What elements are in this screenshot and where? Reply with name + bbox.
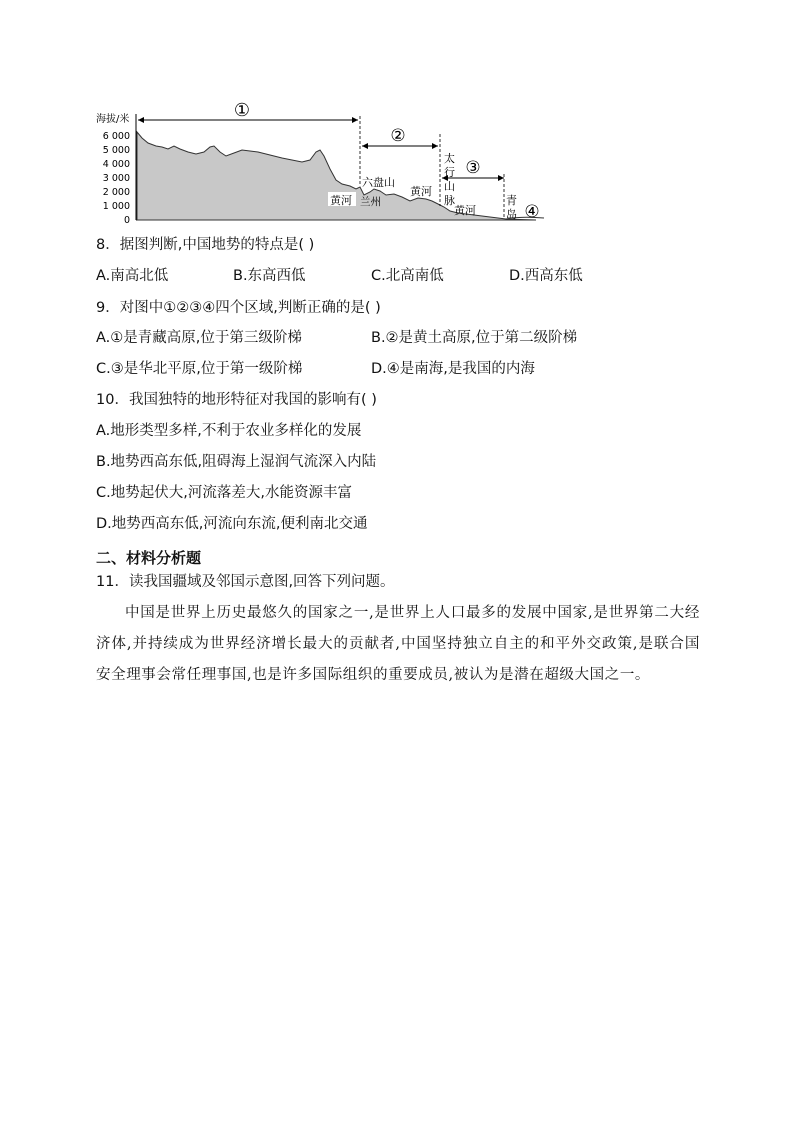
q8-option-a: A.南高北低 <box>96 268 169 284</box>
region-3-right-arrow <box>498 175 504 181</box>
yellow-river-label: 黄河 <box>454 204 476 217</box>
question-8-stem: 8．据图判断,中国地势的特点是( ) <box>96 237 315 253</box>
region-2-right-arrow <box>432 143 438 149</box>
taihang-label: 山 <box>444 180 455 193</box>
q9-option-a: A.①是青藏高原,位于第三级阶梯 <box>96 330 302 346</box>
y-tick-label: 1 000 <box>102 201 130 212</box>
material-paragraph: 中国是世界上历史最悠久的国家之一,是世界上人口最多的发展中国家,是世界第二大经济体,并持续成为世界经济增长最大的贡献者,中国坚持独立自主的和平外交政策,是联合国安全理事会常任理事国,也是许多国际组织的重要成员,被认为是潜在超级大国之一。 <box>96 605 700 683</box>
region-1-right-arrow <box>352 117 358 123</box>
q10-option-d: D.地势西高东低,河流向东流,便利南北交通 <box>96 516 368 532</box>
taihang-label: 行 <box>444 166 455 179</box>
region-4-label: ④ <box>524 202 540 222</box>
q8-option-d: D.西高东低 <box>509 268 583 284</box>
lanzhou-label: 兰州 <box>360 196 381 208</box>
y-tick-label: 2 000 <box>102 187 130 198</box>
q9-option-d: D.④是南海,是我国的内海 <box>371 361 535 377</box>
q9-option-c: C.③是华北平原,位于第一级阶梯 <box>96 361 303 377</box>
yellow-river-label: 黄河 <box>410 185 432 198</box>
question-10-stem: 10．我国独特的地形特征对我国的影响有( ) <box>96 392 377 408</box>
qingdao-label: 岛 <box>506 208 517 221</box>
y-tick-label: 0 <box>123 215 130 226</box>
y-tick-label: 5 000 <box>102 145 130 156</box>
qingdao-label: 青 <box>506 194 517 207</box>
q9-option-b: B.②是黄土高原,位于第二级阶梯 <box>371 330 578 346</box>
region-3-label: ③ <box>465 158 481 178</box>
liupanshan-label: 六盘山 <box>362 176 395 189</box>
q8-option-c: C.北高南低 <box>371 268 444 284</box>
region-2-label: ② <box>390 126 406 146</box>
taihang-label: 太 <box>444 152 455 165</box>
y-tick-label: 3 000 <box>102 173 130 184</box>
region-1-left-arrow <box>138 117 144 123</box>
q10-option-c: C.地势起伏大,河流落差大,水能资源丰富 <box>96 485 352 501</box>
q8-option-b: B.东高西低 <box>233 268 306 284</box>
question-9-stem: 9．对图中①②③④四个区域,判断正确的是( ) <box>96 300 381 316</box>
y-tick-label: 4 000 <box>102 159 130 170</box>
question-11-stem: 11．读我国疆域及邻国示意图,回答下列问题。 <box>96 574 395 590</box>
region-1-label: ① <box>233 100 251 121</box>
q10-option-b: B.地势西高东低,阻碍海上湿润气流深入内陆 <box>96 454 377 470</box>
terrain-profile-figure <box>96 94 556 228</box>
section-2-title: 二、材料分析题 <box>96 549 202 567</box>
taihang-label: 脉 <box>444 194 455 207</box>
q10-option-a: A.地形类型多样,不利于农业多样化的发展 <box>96 423 362 439</box>
y-tick-label: 6 000 <box>102 131 130 142</box>
region-2-left-arrow <box>362 143 368 149</box>
yellow-river-label: 黄河 <box>330 194 352 207</box>
y-axis-label: 海拔/米 <box>96 114 130 125</box>
